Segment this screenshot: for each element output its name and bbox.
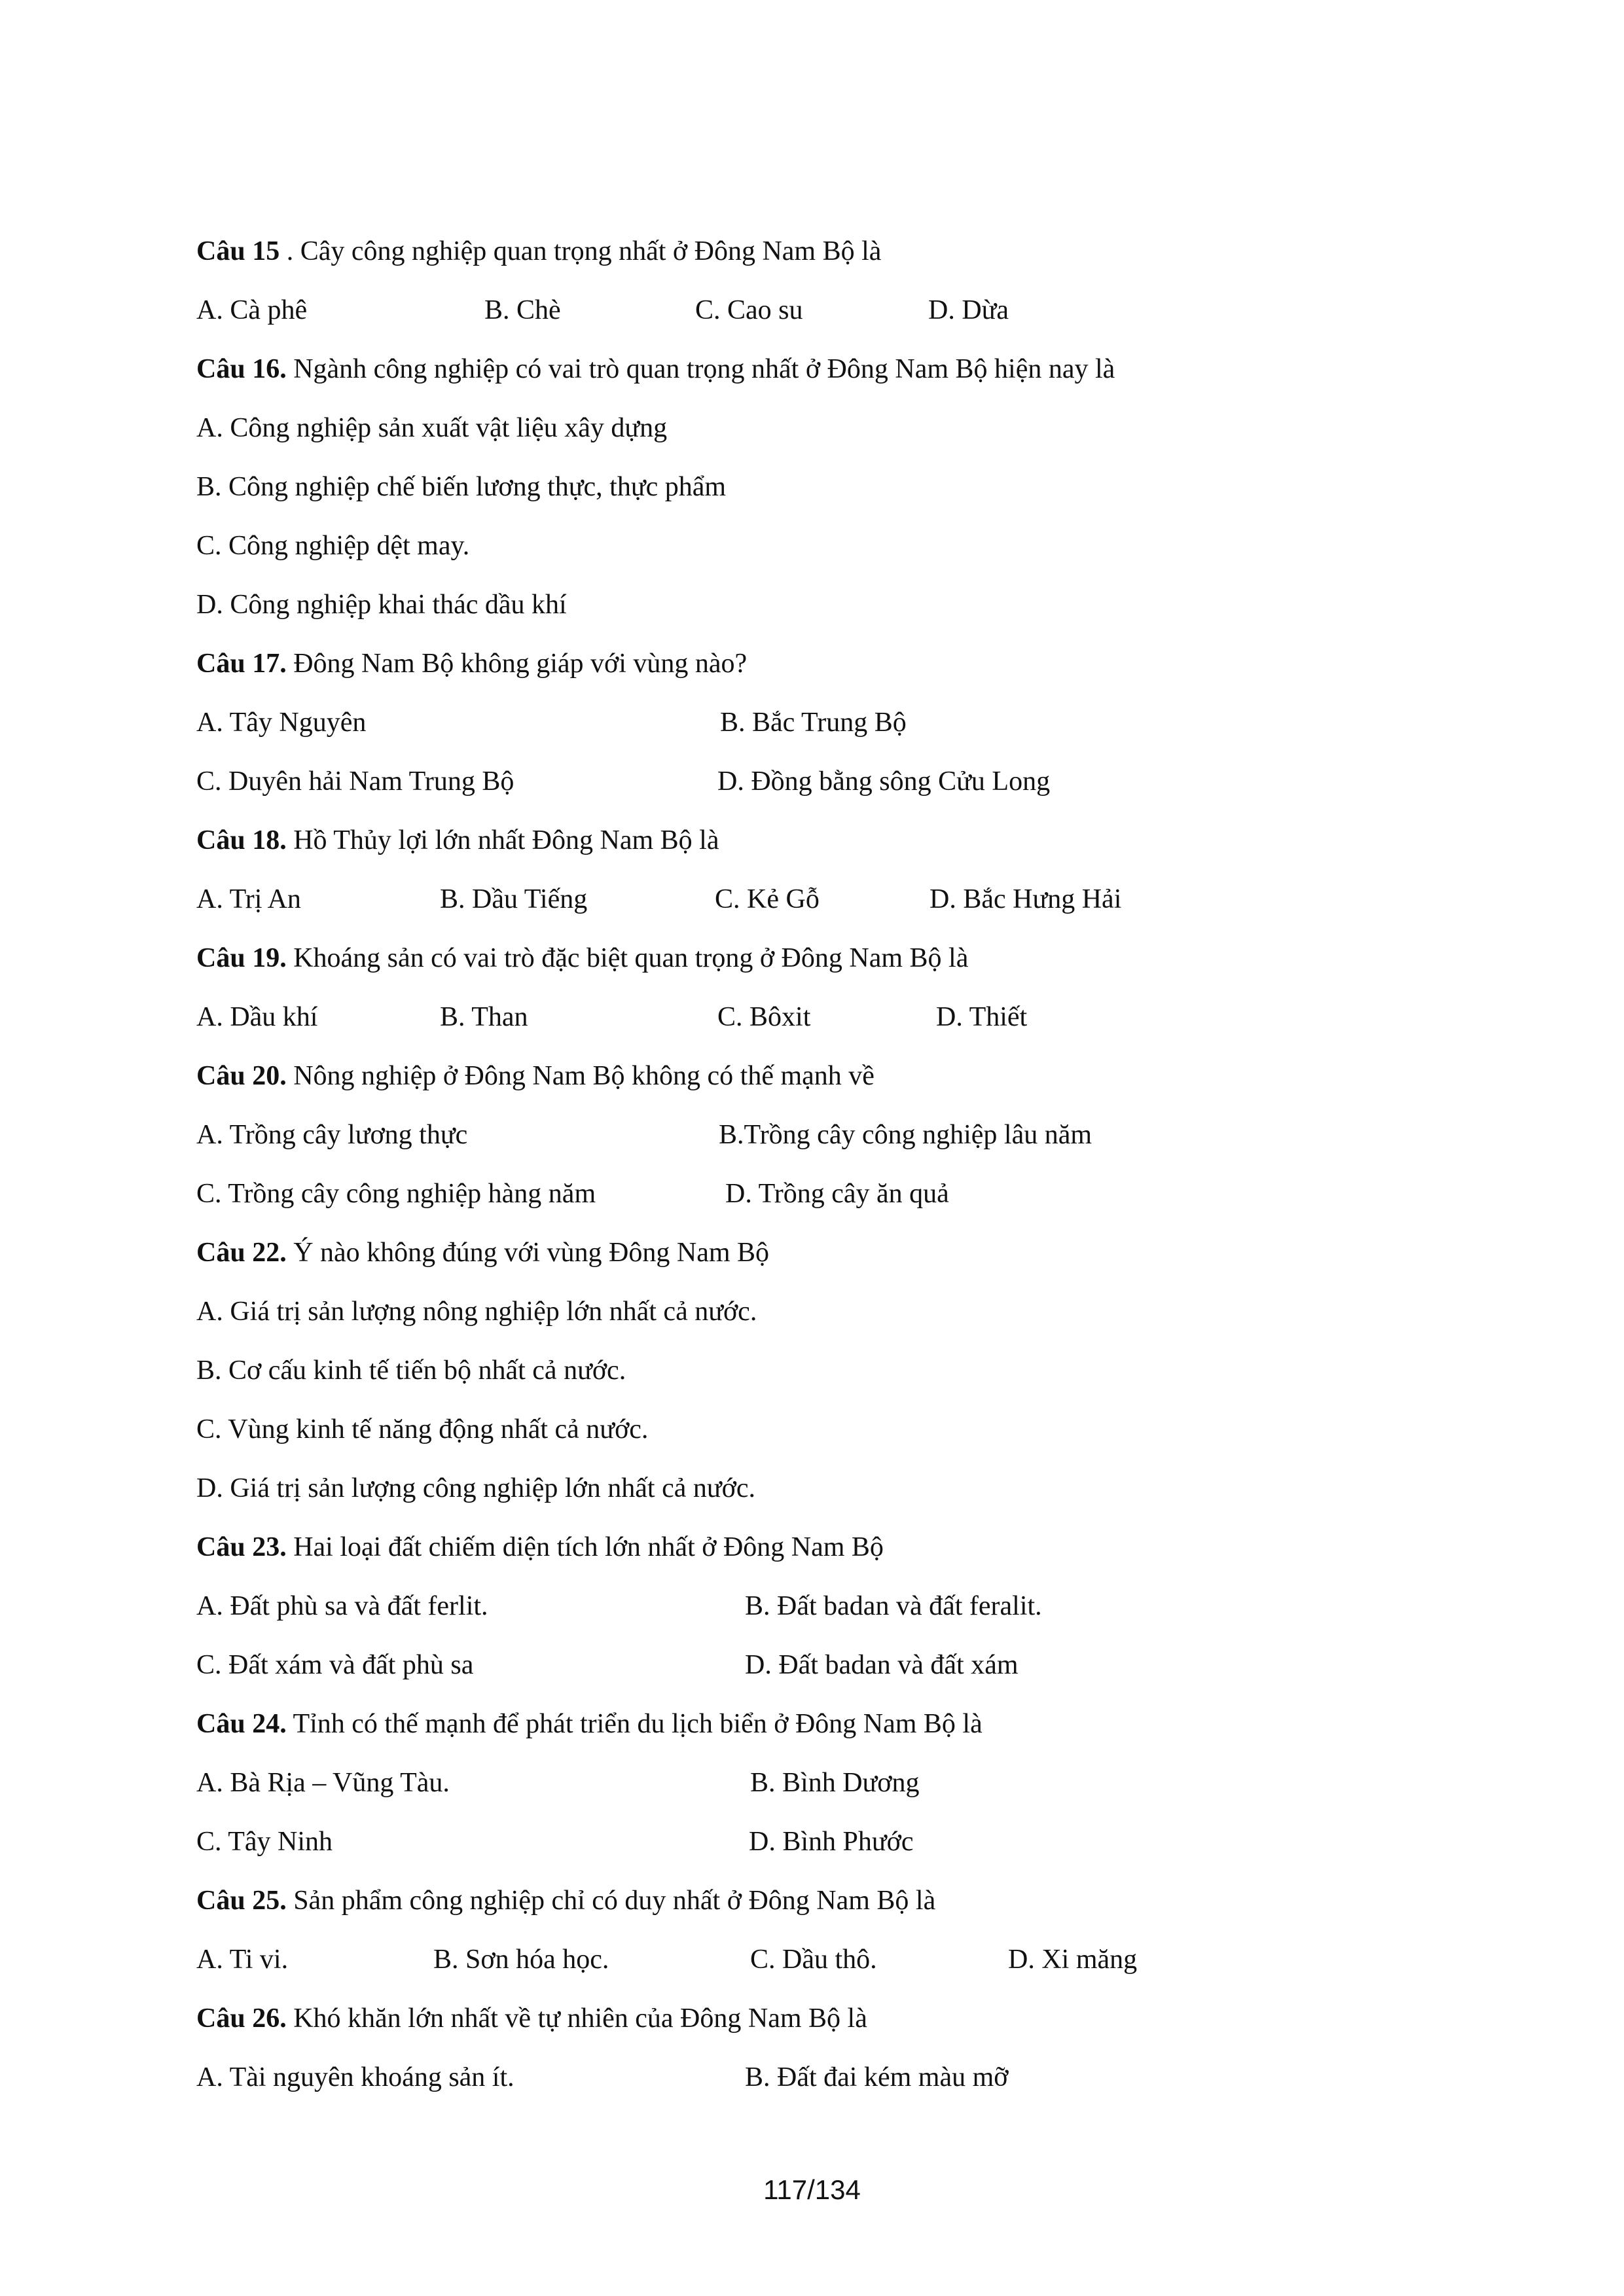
question-text: Hồ Thủy lợi lớn nhất Đông Nam Bộ là: [286, 825, 719, 855]
option-a: A. Ti vi.: [196, 1945, 289, 1975]
question-label: Câu 16.: [196, 354, 287, 384]
option-c: C. Đất xám và đất phù sa: [196, 1650, 474, 1680]
option-b: B.Trồng cây công nghiệp lâu năm: [719, 1120, 1092, 1150]
question-label: Câu 25.: [196, 1886, 287, 1916]
option-c: C. Cao su: [695, 295, 803, 325]
option-d: D. Dừa: [928, 295, 1009, 325]
option-b: B. Đất đai kém màu mỡ: [745, 2062, 1009, 2092]
question-text: Tỉnh có thế mạnh để phát triển du lịch biển ở Đông Nam Bộ là: [286, 1709, 983, 1739]
question-label: Câu 20.: [196, 1061, 287, 1091]
question-text: Khó khăn lớn nhất về tự nhiên của Đông Nam Bộ là: [286, 2003, 867, 2034]
question-label: Câu 22.: [196, 1238, 287, 1268]
option-c: C. Duyên hải Nam Trung Bộ: [196, 766, 514, 797]
option-a: A. Giá trị sản lượng nông nghiệp lớn nhất cả nước.: [196, 1297, 757, 1327]
question-16: [196, 351, 1115, 387]
question-text: Đông Nam Bộ không giáp với vùng nào?: [286, 649, 748, 679]
question-label: Câu 24.: [196, 1709, 287, 1739]
option-b: B. Công nghiệp chế biến lương thực, thực phẩm: [196, 472, 727, 502]
option-c: C. Bôxit: [717, 1002, 811, 1032]
question-26: [196, 2000, 867, 2037]
question-text: Sản phẩm công nghiệp chỉ có duy nhất ở Đông Nam Bộ là: [286, 1886, 936, 1916]
option-a: A. Tài nguyên khoáng sản ít.: [196, 2062, 514, 2092]
question-19: [196, 940, 968, 977]
question-label: Câu 19.: [196, 943, 287, 973]
question-label: Câu 17.: [196, 649, 287, 679]
option-b: B. Dầu Tiếng: [440, 884, 588, 914]
option-d: D. Công nghiệp khai thác dầu khí: [196, 590, 567, 620]
option-a: A. Trị An: [196, 884, 301, 914]
option-b: B. Đất badan và đất feralit.: [745, 1591, 1042, 1621]
question-text: Khoáng sản có vai trò đặc biệt quan trọng ở Đông Nam Bộ là: [286, 943, 969, 973]
option-a: A. Cà phê: [196, 295, 308, 325]
option-b: B. Than: [440, 1002, 528, 1032]
question-18: [196, 822, 719, 859]
option-d: D. Giá trị sản lượng công nghiệp lớn nhất cả nước.: [196, 1473, 755, 1503]
question-label: Câu 18.: [196, 825, 287, 855]
option-c: C. Công nghiệp dệt may.: [196, 531, 470, 561]
option-d: D. Trồng cây ăn quả: [725, 1179, 949, 1209]
option-d: D. Đất badan và đất xám: [745, 1650, 1019, 1680]
page-number: 117/134: [763, 2174, 861, 2205]
option-c: C. Dầu thô.: [750, 1945, 877, 1975]
question-text: Hai loại đất chiếm diện tích lớn nhất ở Đông Nam Bộ: [286, 1532, 884, 1562]
option-b: B. Bắc Trung Bộ: [720, 708, 907, 738]
question-label: Câu 23.: [196, 1532, 287, 1562]
option-d: D. Thiết: [936, 1002, 1028, 1032]
question-text: Nông nghiệp ở Đông Nam Bộ không có thế mạnh về: [286, 1061, 875, 1091]
question-text: . Cây công nghiệp quan trọng nhất ở Đông Nam Bộ là: [280, 236, 882, 266]
option-c: C. Tây Ninh: [196, 1827, 333, 1857]
option-c: C. Trồng cây công nghiệp hàng năm: [196, 1179, 596, 1209]
option-a: A. Bà Rịa – Vũng Tàu.: [196, 1768, 450, 1798]
option-a: A. Đất phù sa và đất ferlit.: [196, 1591, 488, 1621]
option-d: D. Đồng bằng sông Cửu Long: [717, 766, 1051, 797]
option-a: A. Công nghiệp sản xuất vật liệu xây dựng: [196, 413, 668, 443]
option-a: A. Dầu khí: [196, 1002, 318, 1032]
option-c: C. Vùng kinh tế năng động nhất cả nước.: [196, 1414, 649, 1444]
question-24: [196, 1706, 983, 1742]
option-b: B. Chè: [484, 295, 561, 325]
question-25: [196, 1882, 935, 1919]
question-label: Câu 26.: [196, 2003, 287, 2034]
question-text: Ý nào không đúng với vùng Đông Nam Bộ: [286, 1238, 770, 1268]
option-b: B. Bình Dương: [750, 1768, 920, 1798]
question-22: [196, 1234, 769, 1271]
option-d: D. Bình Phước: [749, 1827, 914, 1857]
question-15: [196, 233, 881, 270]
option-a: A. Trồng cây lương thực: [196, 1120, 468, 1150]
question-label: Câu 15: [196, 236, 280, 266]
option-d: D. Bắc Hưng Hải: [929, 884, 1122, 914]
option-a: A. Tây Nguyên: [196, 708, 367, 738]
option-c: C. Kẻ Gỗ: [715, 884, 820, 914]
option-d: D. Xi măng: [1008, 1945, 1138, 1975]
question-17: [196, 645, 747, 682]
option-b: B. Cơ cấu kinh tế tiến bộ nhất cả nước.: [196, 1355, 626, 1386]
question-text: Ngành công nghiệp có vai trò quan trọng nhất ở Đông Nam Bộ hiện nay là: [286, 354, 1115, 384]
question-20: [196, 1058, 875, 1094]
question-23: [196, 1529, 884, 1566]
option-b: B. Sơn hóa học.: [433, 1945, 609, 1975]
